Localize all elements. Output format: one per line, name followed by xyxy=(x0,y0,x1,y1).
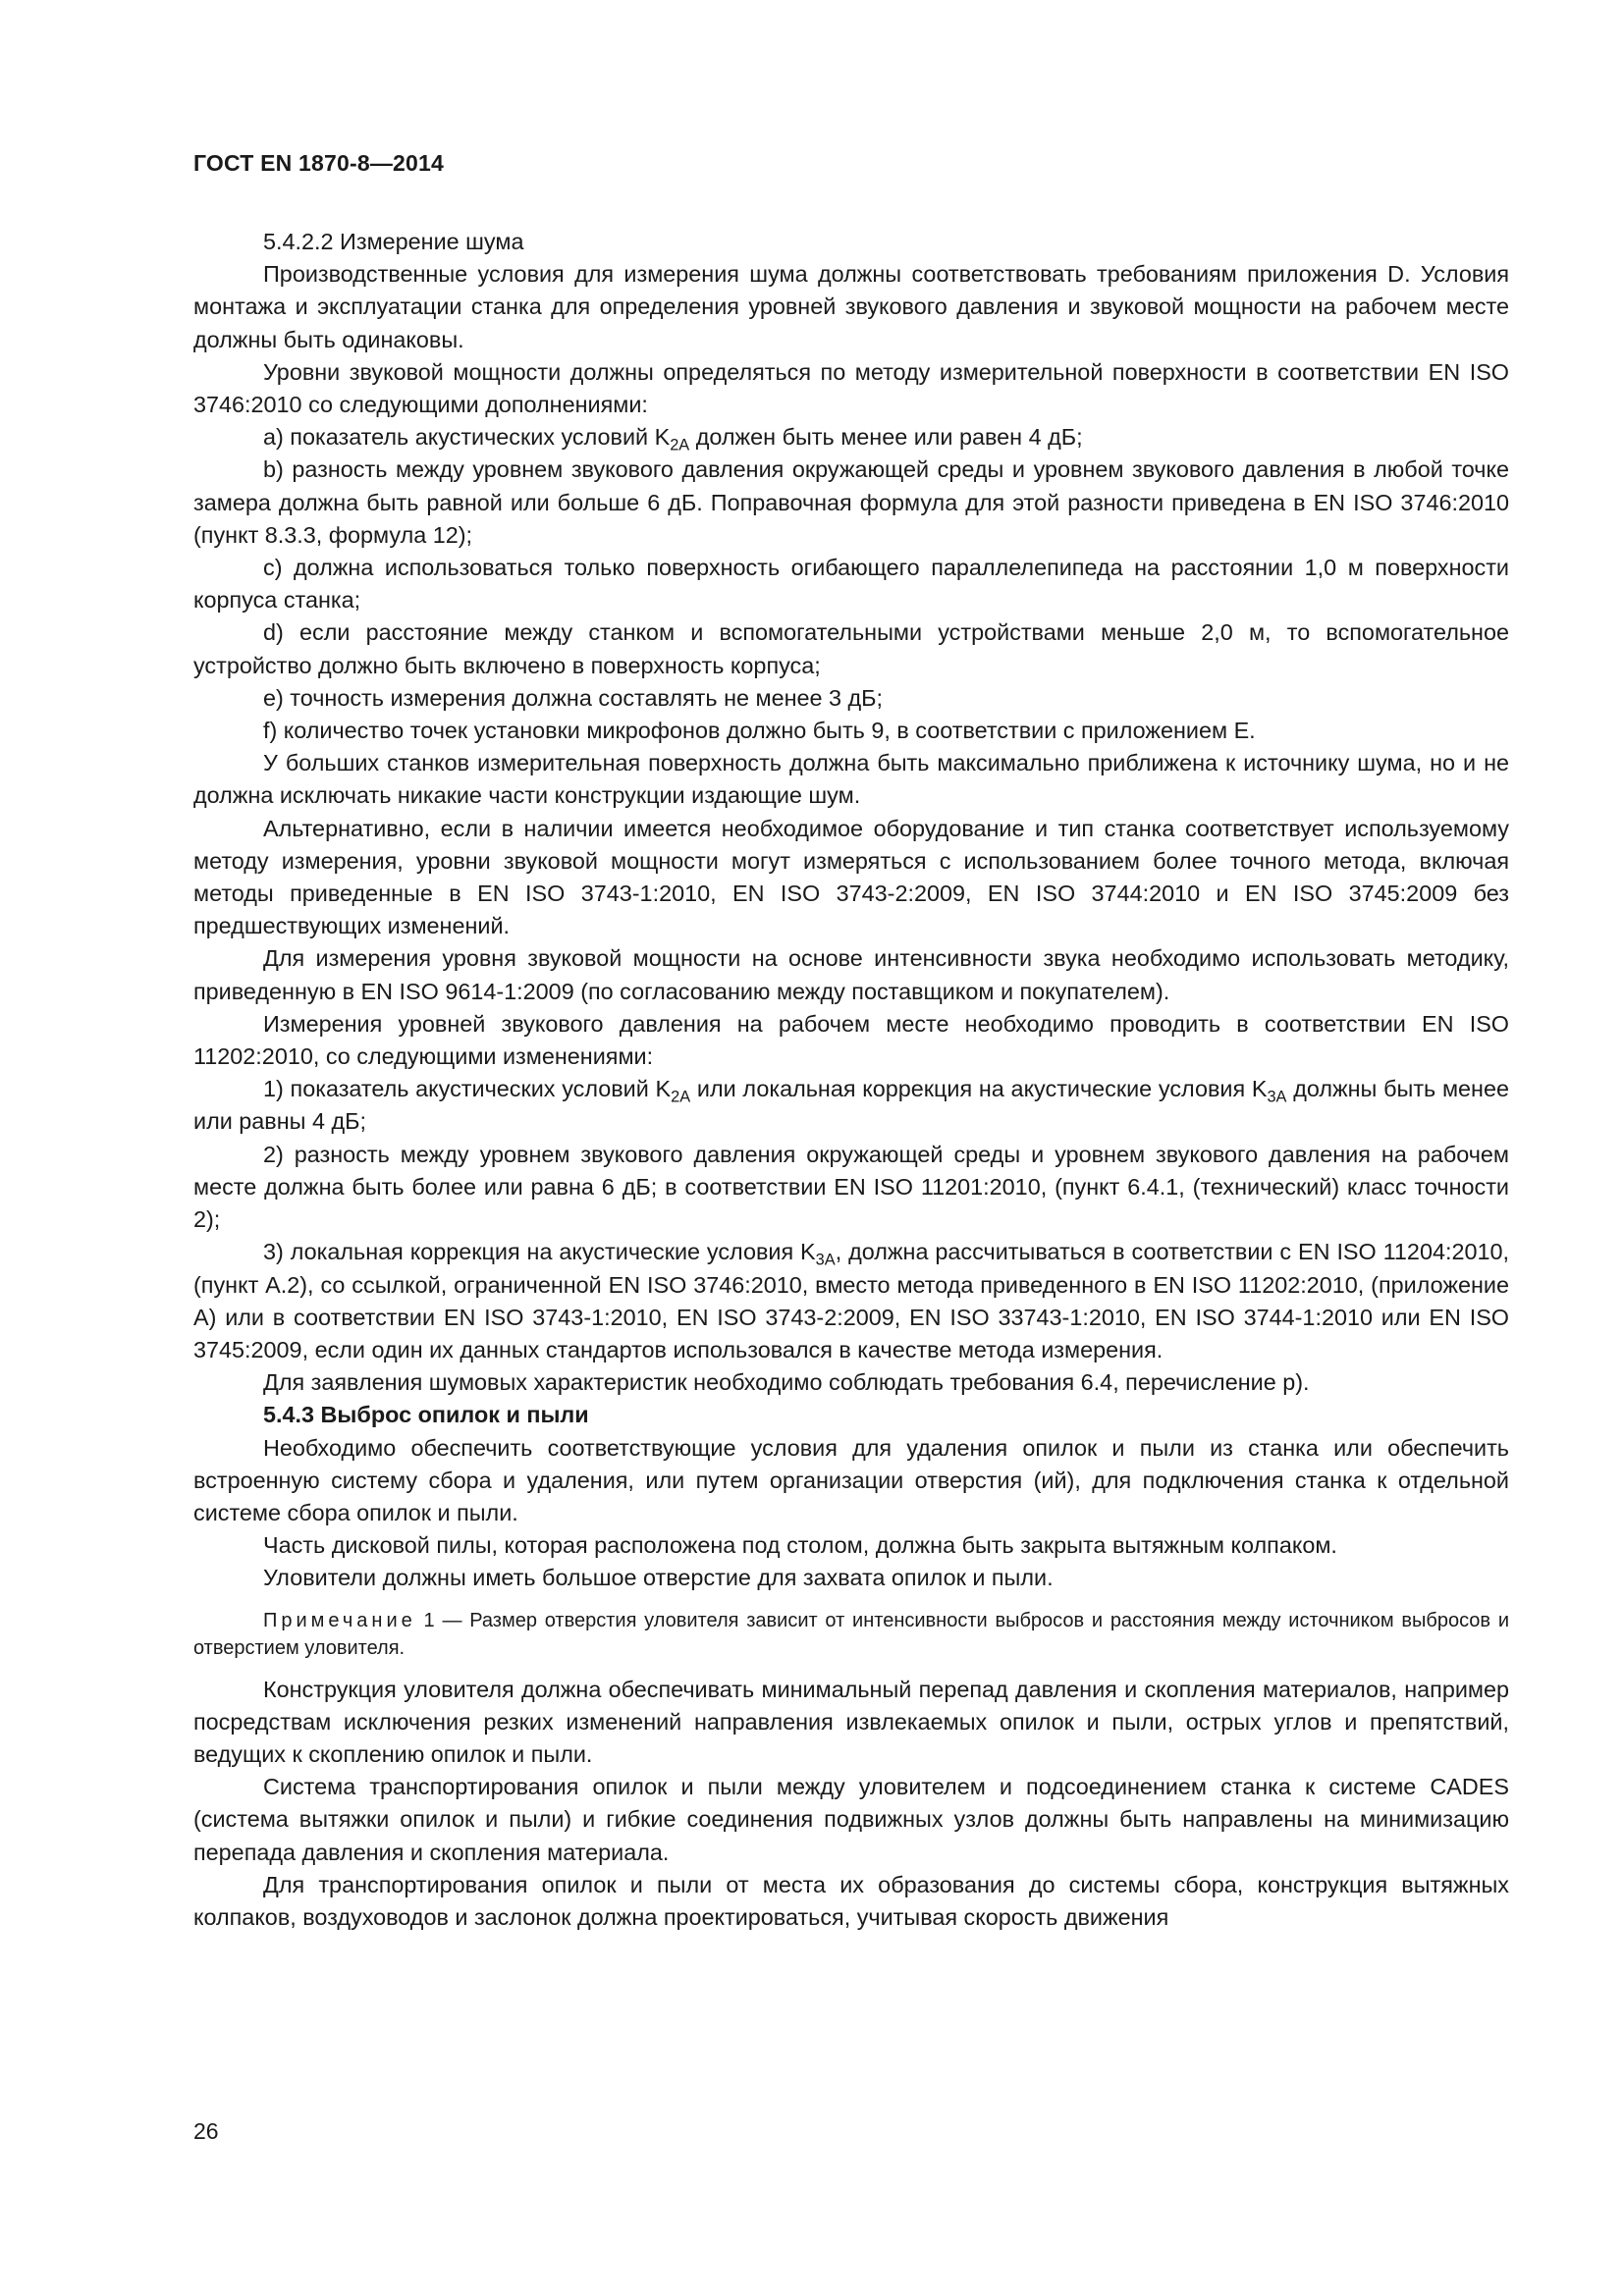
paragraph: Система транспортирования опилок и пыли между уловителем и подсоединением станка к системе CADES (система вытяжки опилок и пыли) и гибкие соединения подвижных узлов должны быть направлены на минимизацию перепада давления и скопления материала. xyxy=(193,1774,1509,1865)
paragraph: Альтернативно, если в наличии имеется необходимое оборудование и тип станка соответствует используемому методу измерения, уровни звуковой мощности могут измеряться с использованием более точного метода, включая методы приведенные в EN ISO 3743-1:2010, EN ISO 3743-2:2009, EN ISO 3744:2010 и EN ISO 3745:2009 без предшествующих изменений. xyxy=(193,815,1509,939)
list-item-f: f) количество точек установки микрофонов должно быть 9, в соответствии с приложением E. xyxy=(263,718,1256,744)
paragraph: Конструкция уловителя должна обеспечивать минимальный перепад давления и скопления материалов, например посредствам исключения резких изменений направления извлекаемых опилок и пыли, острых углов и препятствий, ведущих к скоплению опилок и пыли. xyxy=(193,1676,1509,1767)
paragraph: Уловители должны иметь большое отверстие для захвата опилок и пыли. xyxy=(263,1565,1054,1591)
paragraph: Измерения уровней звукового давления на рабочем месте необходимо проводить в соответствии EN ISO 11202:2010, со следующими изменениями: xyxy=(193,1010,1509,1070)
subscript: 2A xyxy=(670,436,690,454)
paragraph: Необходимо обеспечить соответствующие условия для удаления опилок и пыли из станка или обеспечить встроенную систему сбора и удаления, или путем организации отверстия (ий), для подключения станка к отдельной системе сбора опилок и пыли. xyxy=(193,1434,1509,1525)
paragraph: У больших станков измерительная поверхность должна быть максимально приближена к источнику шума, но и не должна исключать никакие части конструкции издающие шум. xyxy=(193,750,1509,809)
document-header: ГОСТ EN 1870-8—2014 xyxy=(193,150,445,176)
section-5-4-2-2-title: 5.4.2.2 Измерение шума xyxy=(263,229,524,254)
subscript: 3A xyxy=(815,1252,836,1270)
paragraph: Для транспортирования опилок и пыли от места их образования до системы сбора, конструкция вытяжных колпаков, воздуховодов и заслонок должна проектироваться, учитывая скорость движения xyxy=(193,1871,1509,1930)
item-text: 1) показатель акустических условий K xyxy=(263,1076,672,1102)
list-item-d: d) если расстояние между станком и вспомогательными устройствами меньше 2,0 м, то вспомогательное устройство должно быть включено в поверхность корпуса; xyxy=(193,619,1509,678)
list-item-b: b) разность между уровнем звукового давления окружающей среды и уровнем звукового давления в любой точке замера должна быть равной или больше 6 дБ. Поправочная формула для этой разности приведена в EN ISO 3746:2010 (пункт 8.3.3, формула 12); xyxy=(193,456,1509,548)
item-text: 3) локальная коррекция на акустические условия K xyxy=(263,1239,816,1265)
list-item-text: должен быть менее или равен 4 дБ; xyxy=(689,424,1083,451)
page-number: 26 xyxy=(193,2118,219,2144)
note-text: 1 — Размер отверстия уловителя зависит от интенсивности выбросов и расстояния между источником выбросов и отверстием уловителя. xyxy=(193,1609,1509,1659)
item-text: или локальная коррекция на акустические условия K xyxy=(690,1076,1268,1102)
paragraph: Производственные условия для измерения шума должны соответствовать требованиям приложения D. Условия монтажа и эксплуатации станка для определения уровней звукового давления и звуковой мощности на рабочем месте должны быть одинаковы. xyxy=(193,261,1509,352)
item-text: , должна рассчитываться в соответствии с EN ISO 11204:2010, (пункт A.2), со ссылкой, ограниченной EN ISO 3746:2010, вместо метода приведенного в EN ISO 11202:2010, (приложение A) или в соответствии EN ISO 3743-1:2010, EN ISO 3743-2:2009, EN ISO 33743-1:2010, EN ISO 3744-1:2010 или EN ISO 3745:2009, если один их данных стандартов использовался в качестве метода измерения. xyxy=(193,1239,1509,1362)
list-item-text: a) показатель акустических условий K xyxy=(263,424,671,451)
section-5-4-3-title: 5.4.3 Выброс опилок и пыли xyxy=(263,1402,589,1428)
list-item-c: c) должна использоваться только поверхность огибающего параллелепипеда на расстоянии 1,0 м поверхности корпуса станка; xyxy=(193,555,1509,614)
subscript: 3A xyxy=(1267,1089,1287,1106)
numbered-item-1 xyxy=(193,1073,1509,1138)
paragraph: Для заявления шумовых характеристик необходимо соблюдать требования 6.4, перечисление p). xyxy=(263,1369,1310,1396)
paragraph: Часть дисковой пилы, которая расположена под столом, должна быть закрыта вытяжным колпаком. xyxy=(263,1532,1337,1559)
document-body xyxy=(193,226,1509,1934)
note-label: Примечание xyxy=(263,1609,416,1631)
list-item-e: e) точность измерения должна составлять не менее 3 дБ; xyxy=(263,684,884,711)
paragraph: Для измерения уровня звуковой мощности на основе интенсивности звука необходимо использовать методику, приведенную в EN ISO 9614-1:2009 (по согласованию между поставщиком и покупателем). xyxy=(193,945,1509,1004)
numbered-item-2: 2) разность между уровнем звукового давления окружающей среды и уровнем звукового давления на рабочем месте должна быть более или равна 6 дБ; в соответствии EN ISO 11201:2010, (пункт 6.4.1, (технический) класс точности 2); xyxy=(193,1141,1509,1233)
note xyxy=(193,1607,1509,1662)
list-item-a xyxy=(193,421,1509,454)
subscript: 2A xyxy=(671,1089,691,1106)
item-text: должны быть менее или равны 4 дБ; xyxy=(193,1076,1509,1135)
numbered-item-3 xyxy=(193,1236,1509,1366)
paragraph: Уровни звуковой мощности должны определяться по методу измерительной поверхности в соответствии EN ISO 3746:2010 со следующими дополнениями: xyxy=(193,358,1509,418)
